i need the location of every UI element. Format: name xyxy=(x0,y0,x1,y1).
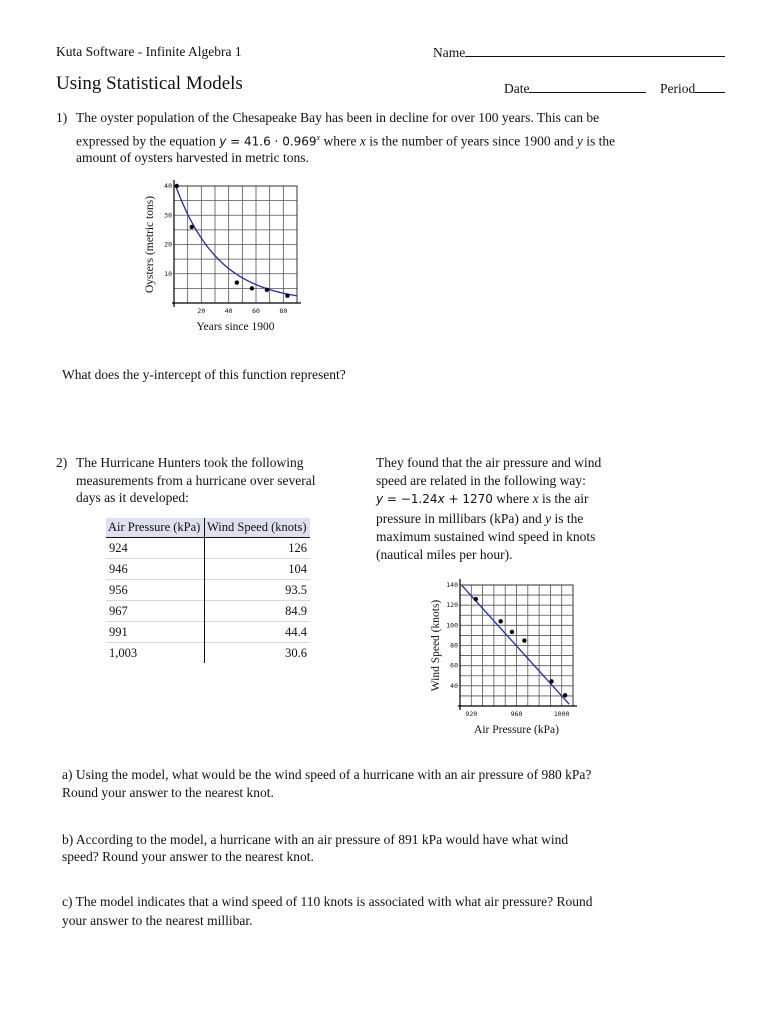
table-cell: 30.6 xyxy=(205,643,311,664)
table-cell: 126 xyxy=(205,538,311,559)
date-field xyxy=(504,79,646,98)
q2b-line1: b) According to the model, a hurricane with an air pressure of 891 kPa would have what wind xyxy=(62,832,569,847)
x-tick-label: 80 xyxy=(279,307,288,315)
table-row xyxy=(106,559,310,580)
table-row xyxy=(106,538,310,559)
page-title: Using Statistical Models xyxy=(56,73,243,94)
table-cell: 924 xyxy=(106,538,205,559)
data-point xyxy=(235,280,239,284)
model-text-segment: pressure in millibars (kPa) and xyxy=(376,511,546,526)
hurricane-data-table xyxy=(106,518,310,663)
q2c-line1: c) The model indicates that a wind speed of 110 knots is associated with what air pressure? Round xyxy=(62,894,593,909)
x-tick-label: 1000 xyxy=(553,710,570,718)
y-axis-label: Wind Speed (knots) xyxy=(430,599,442,692)
x-tick-label: 920 xyxy=(465,710,478,718)
data-point xyxy=(549,679,553,683)
table-cell: 104 xyxy=(205,559,311,580)
model-text-segment: where xyxy=(492,491,533,506)
q1-question: What does the y-intercept of this function represent? xyxy=(62,367,346,382)
table-header-wind-speed: Wind Speed (knots) xyxy=(205,518,311,538)
table-cell: 93.5 xyxy=(205,580,311,601)
y-tick-label: 30 xyxy=(164,211,172,220)
x-axis-label: Years since 1900 xyxy=(196,321,275,333)
equation-exponent: x xyxy=(316,133,321,142)
data-point xyxy=(474,597,478,601)
data-point xyxy=(563,693,567,697)
y-tick-label: 100 xyxy=(446,621,458,630)
table-header-air-pressure: Air Pressure (kPa) xyxy=(106,518,205,538)
q2a-line2: Round your answer to the nearest knot. xyxy=(62,785,274,800)
data-point xyxy=(285,293,289,297)
model-text-segment: is the xyxy=(551,511,584,526)
table-header-row xyxy=(106,518,310,538)
y-tick-label: 40 xyxy=(164,182,172,190)
table-cell: 967 xyxy=(106,601,205,622)
q1-text-line2 xyxy=(76,129,615,151)
model-curve xyxy=(462,585,569,704)
equation-equals: = xyxy=(383,492,401,506)
data-point xyxy=(522,638,526,642)
table-cell: 84.9 xyxy=(205,601,311,622)
q1-text-segment: expressed by the equation xyxy=(76,133,220,149)
period-label: Period xyxy=(660,81,696,96)
y-tick-label: 120 xyxy=(446,601,458,610)
q2-model-line5: maximum sustained wind speed in knots xyxy=(376,529,596,544)
date-blank xyxy=(529,79,646,93)
equation-variable: x xyxy=(437,492,445,506)
equation-variable: y xyxy=(219,134,227,149)
equation-equals: = xyxy=(226,134,245,149)
data-point xyxy=(510,630,514,634)
q1-number: 1) xyxy=(56,110,68,125)
q2-intro-line2: measurements from a hurricane over several xyxy=(76,473,316,488)
oyster-chart xyxy=(135,175,310,340)
q1-text-line3: amount of oysters harvested in metric tons. xyxy=(76,150,309,165)
name-blank xyxy=(465,43,725,57)
q2-model-line6: (nautical miles per hour). xyxy=(376,547,513,562)
q2a-line1: a) Using the model, what would be the wind speed of a hurricane with an air pressure of 980 kPa? xyxy=(62,767,592,782)
y-tick-label: 60 xyxy=(450,661,458,670)
q2-model-line2: speed are related in the following way: xyxy=(376,473,586,488)
q2-number: 2) xyxy=(56,455,68,470)
data-point xyxy=(265,288,269,292)
y-tick-label: 80 xyxy=(450,641,458,650)
variable-x: x xyxy=(359,133,366,149)
equation-coefficient: 41.6 xyxy=(244,134,271,149)
table-row xyxy=(106,580,310,601)
y-axis-label: Oysters (metric tons) xyxy=(144,195,156,294)
q2-intro-line3: days as it developed: xyxy=(76,490,189,505)
period-field xyxy=(660,79,725,98)
name-field xyxy=(433,43,725,62)
period-blank xyxy=(695,79,725,93)
table-row xyxy=(106,601,310,622)
table-row xyxy=(106,622,310,643)
equation-base: 0.969 xyxy=(282,134,317,149)
data-point xyxy=(498,619,502,623)
q2-intro-line1: The Hurricane Hunters took the following xyxy=(76,455,304,470)
q2-model-line1: They found that the air pressure and wind xyxy=(376,455,602,470)
x-tick-label: 20 xyxy=(197,307,206,315)
variable-x: x xyxy=(532,491,539,506)
publisher-label: Kuta Software - Infinite Algebra 1 xyxy=(56,44,242,59)
equation-intercept: + 1270 xyxy=(444,492,493,506)
table-cell: 956 xyxy=(106,580,205,601)
y-tick-label: 40 xyxy=(450,681,458,690)
model-curve xyxy=(176,187,297,296)
data-point xyxy=(175,184,179,188)
q1-text-segment: where xyxy=(320,133,360,149)
date-label: Date xyxy=(504,81,530,96)
equation-variable: y xyxy=(376,492,384,506)
x-tick-label: 40 xyxy=(224,307,233,315)
table-cell: 946 xyxy=(106,559,205,580)
q1-text-segment: is the xyxy=(582,133,616,149)
q1-text-line1: The oyster population of the Chesapeake Bay has been in decline for over 100 years. This can be xyxy=(76,110,600,125)
equation-dot: · xyxy=(270,134,283,149)
name-label: Name xyxy=(433,45,466,60)
q2-model-line3 xyxy=(376,490,589,508)
model-text-segment: is the air xyxy=(538,491,589,506)
variable-y: y xyxy=(545,511,552,526)
table-cell: 991 xyxy=(106,622,205,643)
table-cell: 44.4 xyxy=(205,622,311,643)
data-point xyxy=(250,286,254,290)
x-tick-label: 960 xyxy=(510,710,523,718)
hurricane-chart xyxy=(415,576,590,741)
q2-model-line4 xyxy=(376,510,583,528)
q2c-line2: your answer to the nearest millibar. xyxy=(62,913,253,928)
data-point xyxy=(190,225,194,229)
x-tick-label: 60 xyxy=(252,307,260,315)
table-row xyxy=(106,643,310,664)
variable-y: y xyxy=(576,133,583,149)
x-axis-label: Air Pressure (kPa) xyxy=(474,724,559,736)
equation-slope: −1.24 xyxy=(400,492,438,506)
y-tick-label: 10 xyxy=(164,269,172,278)
y-tick-label: 140 xyxy=(446,581,458,589)
q2b-line2: speed? Round your answer to the nearest knot. xyxy=(62,849,314,864)
y-tick-label: 20 xyxy=(164,240,172,249)
q1-text-segment: is the number of years since 1900 and xyxy=(365,133,577,149)
table-cell: 1,003 xyxy=(106,643,205,664)
